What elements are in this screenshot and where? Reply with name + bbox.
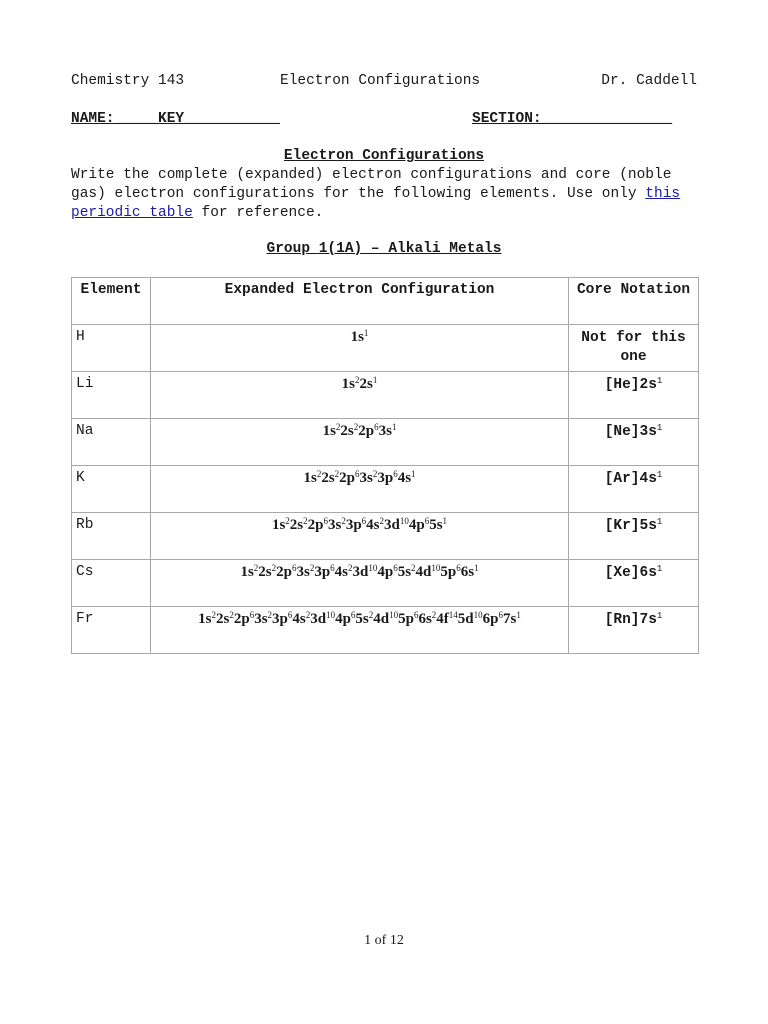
expanded-electron-count: 10 — [473, 610, 483, 620]
expanded-electron-count: 1 — [516, 610, 521, 620]
periodic-table-link[interactable]: this periodic table — [71, 186, 681, 221]
expanded-orbital: 3s — [359, 470, 373, 486]
expanded-electron-count: 2 — [229, 610, 234, 620]
table-row — [72, 325, 699, 372]
expanded-orbital: 2s — [340, 423, 354, 439]
instructor-name: Dr. Caddell — [601, 73, 697, 89]
table-row — [72, 419, 699, 466]
expanded-electron-count: 2 — [368, 610, 374, 620]
expanded-electron-count: 2 — [253, 563, 259, 573]
expanded-orbital: 5d — [457, 611, 474, 627]
expanded-orbital: 3p — [377, 470, 394, 486]
expanded-orbital: 2p — [233, 611, 250, 627]
expanded-orbital: 2s — [321, 470, 335, 486]
expanded-orbital: 5s — [355, 611, 369, 627]
expanded-configuration — [151, 325, 569, 372]
expanded-electron-count: 2 — [316, 469, 322, 479]
expanded-electron-count: 1 — [372, 375, 378, 385]
core-notation — [569, 372, 699, 419]
core-orbital: [Rn]7s — [604, 612, 657, 628]
expanded-electron-count: 10 — [326, 610, 336, 620]
element-symbol: Fr — [72, 607, 151, 654]
expanded-orbital: 3p — [272, 611, 288, 627]
expanded-electron-count: 6 — [393, 563, 398, 573]
expanded-electron-count: 2 — [411, 563, 416, 573]
expanded-electron-count: 2 — [305, 610, 311, 620]
expanded-electron-count: 2 — [341, 516, 346, 526]
header-topic: Electron Configurations — [280, 73, 481, 89]
expanded-electron-count: 2 — [355, 375, 360, 385]
core-orbital: [Ne]3s — [604, 424, 657, 440]
expanded-orbital: 5p — [398, 611, 414, 627]
expanded-orbital: 2p — [307, 517, 324, 533]
expanded-electron-count: 2 — [372, 469, 378, 479]
expanded-electron-count: 6 — [287, 610, 293, 620]
expanded-electron-count: 10 — [389, 610, 399, 620]
expanded-orbital: 1s — [271, 517, 286, 533]
core-notation — [569, 466, 699, 513]
core-orbital: [Ar]4s — [604, 471, 657, 487]
expanded-orbital: 1s — [303, 470, 317, 486]
table-row — [72, 372, 699, 419]
expanded-electron-count: 6 — [330, 563, 335, 573]
instructions — [71, 166, 701, 223]
expanded-orbital: 5p — [440, 564, 457, 580]
expanded-configuration — [151, 466, 569, 513]
expanded-orbital: 4s — [334, 564, 348, 580]
element-symbol: K — [72, 466, 151, 513]
expanded-orbital: 2s — [289, 517, 304, 533]
expanded-configuration — [151, 560, 569, 607]
expanded-electron-count: 6 — [424, 516, 430, 526]
expanded-orbital: 3d — [384, 517, 400, 533]
expanded-configuration — [151, 419, 569, 466]
electron-config-table — [71, 277, 699, 654]
expanded-orbital: 2s — [258, 564, 272, 580]
expanded-orbital: 3p — [345, 517, 362, 533]
expanded-configuration — [151, 513, 569, 560]
expanded-electron-count: 1 — [363, 328, 369, 338]
expanded-orbital: 7s — [502, 611, 517, 627]
element-symbol: H — [72, 325, 151, 372]
core-orbital: [Xe]6s — [604, 565, 657, 581]
expanded-electron-count: 10 — [431, 563, 441, 573]
expanded-electron-count: 1 — [442, 516, 448, 526]
name-field: NAME:_____KEY___________ — [71, 111, 280, 127]
expanded-orbital: 2p — [358, 423, 375, 439]
table-row — [72, 607, 699, 654]
expanded-orbital: 3p — [314, 564, 331, 580]
document-title: Electron Configurations — [283, 148, 485, 164]
section-field: SECTION:_______________ — [472, 111, 673, 127]
page-number: 1 of 12 — [364, 933, 404, 948]
column-header-expanded: Expanded Electron Configuration — [151, 278, 569, 325]
expanded-electron-count: 2 — [353, 422, 359, 432]
expanded-electron-count: 6 — [355, 469, 360, 479]
expanded-orbital: 4p — [408, 517, 425, 533]
group-title: Group 1(1A) – Alkali Metals — [266, 241, 502, 257]
core-notation — [569, 513, 699, 560]
expanded-orbital: 1s — [198, 611, 212, 627]
core-electron-count: 1 — [656, 517, 663, 527]
core-electron-count: 1 — [656, 423, 663, 433]
core-electron-count: 1 — [656, 470, 663, 480]
expanded-electron-count: 2 — [431, 610, 437, 620]
expanded-electron-count: 6 — [291, 563, 297, 573]
expanded-electron-count: 2 — [334, 469, 340, 479]
expanded-orbital: 4s — [366, 517, 380, 533]
expanded-electron-count: 6 — [361, 516, 367, 526]
column-header-core: Core Notation — [569, 278, 699, 325]
core-notation: Not for this one — [569, 325, 699, 372]
core-electron-count: 1 — [656, 376, 663, 386]
expanded-electron-count: 6 — [498, 610, 503, 620]
course-name: Chemistry 143 — [71, 73, 185, 89]
expanded-orbital: 5s — [429, 517, 443, 533]
table-row — [72, 466, 699, 513]
expanded-electron-count: 2 — [267, 610, 273, 620]
expanded-electron-count: 6 — [374, 422, 379, 432]
expanded-orbital: 3s — [296, 564, 310, 580]
expanded-orbital: 1s — [350, 329, 364, 345]
element-symbol: Cs — [72, 560, 151, 607]
expanded-orbital: 3s — [254, 611, 268, 627]
core-notation — [569, 560, 699, 607]
instructions-text-before: Write the complete (expanded) electron configurations and core (noble gas) electron configurations for the following elements. Use only — [71, 167, 672, 202]
column-header-element: Element — [72, 278, 151, 325]
expanded-orbital: 3d — [310, 611, 327, 627]
core-notation — [569, 607, 699, 654]
expanded-orbital: 4s — [397, 470, 412, 486]
expanded-orbital: 6p — [482, 611, 499, 627]
expanded-electron-count: 6 — [249, 610, 255, 620]
element-symbol: Na — [72, 419, 151, 466]
expanded-orbital: 3s — [378, 423, 392, 439]
expanded-electron-count: 1 — [411, 469, 416, 479]
core-electron-count: 1 — [656, 564, 663, 574]
expanded-orbital: 4f — [436, 611, 449, 627]
expanded-orbital: 2s — [359, 376, 373, 392]
expanded-orbital: 2p — [276, 564, 292, 580]
element-symbol: Rb — [72, 513, 151, 560]
core-notation — [569, 419, 699, 466]
instructions-text-after: for reference. — [192, 205, 324, 221]
expanded-orbital: 3d — [352, 564, 369, 580]
table-header-row — [72, 278, 699, 325]
expanded-orbital: 4p — [377, 564, 394, 580]
expanded-electron-count: 10 — [399, 516, 409, 526]
core-electron-count: 1 — [656, 611, 663, 621]
expanded-electron-count: 2 — [211, 610, 217, 620]
expanded-orbital: 1s — [322, 423, 336, 439]
expanded-orbital: 4d — [373, 611, 390, 627]
expanded-electron-count: 6 — [456, 563, 461, 573]
table-body — [72, 325, 699, 654]
table-row — [72, 560, 699, 607]
core-orbital: [Kr]5s — [604, 518, 657, 534]
expanded-electron-count: 1 — [474, 563, 479, 573]
expanded-orbital: 6s — [460, 564, 475, 580]
expanded-orbital: 1s — [240, 564, 254, 580]
expanded-electron-count: 6 — [413, 610, 419, 620]
expanded-orbital: 3s — [327, 517, 342, 533]
expanded-electron-count: 2 — [335, 422, 341, 432]
expanded-electron-count: 2 — [285, 516, 290, 526]
expanded-orbital: 1s — [341, 376, 355, 392]
expanded-electron-count: 10 — [368, 563, 378, 573]
expanded-orbital: 6s — [418, 611, 432, 627]
expanded-orbital: 2p — [339, 470, 355, 486]
expanded-orbital: 2s — [216, 611, 230, 627]
expanded-configuration — [151, 372, 569, 419]
expanded-electron-count: 1 — [391, 422, 397, 432]
expanded-electron-count: 6 — [323, 516, 328, 526]
expanded-orbital: 5s — [397, 564, 412, 580]
expanded-electron-count: 2 — [379, 516, 385, 526]
expanded-electron-count: 2 — [309, 563, 315, 573]
expanded-orbital: 4p — [335, 611, 351, 627]
core-orbital: [He]2s — [604, 377, 657, 393]
expanded-orbital: 4d — [415, 564, 432, 580]
expanded-electron-count: 14 — [448, 610, 458, 620]
expanded-orbital: 4s — [292, 611, 306, 627]
expanded-electron-count: 2 — [303, 516, 308, 526]
expanded-electron-count: 6 — [393, 469, 398, 479]
table-row — [72, 513, 699, 560]
element-symbol: Li — [72, 372, 151, 419]
expanded-electron-count: 2 — [348, 563, 353, 573]
expanded-electron-count: 2 — [271, 563, 277, 573]
page-header — [71, 73, 697, 93]
expanded-electron-count: 6 — [350, 610, 356, 620]
expanded-configuration — [151, 607, 569, 654]
